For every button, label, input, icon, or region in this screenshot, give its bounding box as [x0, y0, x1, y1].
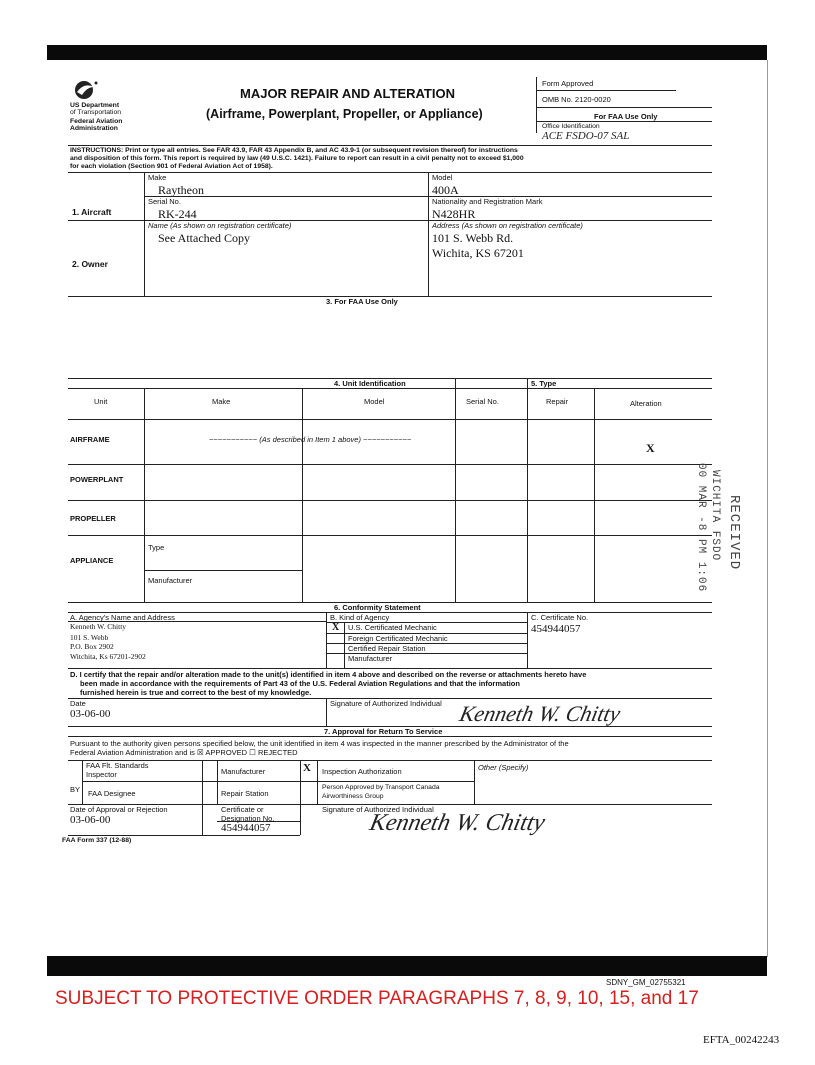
approval-cert-label: Certificate or Designation No.	[221, 805, 275, 823]
kind-foreign-mechanic: Foreign Certificated Mechanic	[348, 634, 448, 643]
approval-other: Other (Specify)	[478, 763, 529, 772]
approval-cert-number: 454944057	[221, 822, 271, 834]
kind-of-agency-label: B. Kind of Agency	[330, 613, 390, 622]
stamp-date: 00 MAR -8 PM 1:06	[695, 463, 707, 593]
col-alteration: Alteration	[630, 399, 662, 408]
agency-line-1: Kenneth W. Chitty	[70, 622, 127, 631]
conformity-signature-label: Signature of Authorized Individual	[330, 699, 442, 708]
owner-address-line1: 101 S. Webb Rd.	[432, 231, 514, 245]
nationality-label: Nationality and Registration Mark	[432, 197, 543, 206]
airframe-alteration-mark: X	[646, 441, 655, 455]
airframe-description: ~~~~~~~~~~~ (As described in Item 1 above) ~~~~~~~~~~~	[209, 435, 412, 444]
faa-form-337	[64, 77, 740, 877]
office-id-label: Office Identification	[542, 123, 600, 130]
make-label: Make	[148, 173, 167, 182]
approval-ia-mark: X	[303, 762, 311, 774]
appliance-type-label: Type	[148, 543, 165, 552]
registration-mark: N428HR	[432, 207, 476, 221]
efta-number: EFTA_00242243	[703, 1034, 780, 1046]
approval-signature-label: Signature of Authorized Individual	[322, 805, 434, 814]
kind-mechanic-mark: X	[332, 622, 340, 633]
form-subtitle: (Airframe, Powerplant, Propeller, or Appliance)	[206, 107, 483, 121]
form-number: FAA Form 337 (12-88)	[62, 837, 132, 844]
agency-line-2: 101 S. Webb	[70, 633, 109, 642]
col-unit: Unit	[94, 397, 108, 406]
approval-text-2: Federal Aviation Administration and is ☒ APPROVED ☐ REJECTED	[70, 748, 298, 757]
aircraft-model: 400A	[432, 183, 459, 197]
agency-line2: of Transportation	[70, 109, 122, 116]
col-model: Model	[364, 397, 385, 406]
kind-us-mechanic: U.S. Certificated Mechanic	[348, 623, 437, 632]
protective-order-notice: SUBJECT TO PROTECTIVE ORDER PARAGRAPHS 7, 8, 9, 10, 15, and 17	[55, 988, 699, 1009]
approval-section: 7. Approval for Return To Service	[324, 727, 443, 736]
agency-line3: Federal Aviation	[70, 118, 123, 125]
kind-repair-station: Certified Repair Station	[348, 644, 426, 653]
aircraft-make: Raytheon	[158, 183, 204, 197]
form-approved: Form Approved	[542, 79, 594, 88]
owner-address-line2: Wichita, KS 67201	[432, 246, 524, 260]
type-section: 5. Type	[531, 379, 557, 388]
row-appliance: APPLIANCE	[70, 556, 114, 565]
serial-label: Serial No.	[148, 197, 181, 206]
appliance-manufacturer-label: Manufacturer	[148, 576, 193, 585]
unit-id-section: 4. Unit Identification	[334, 379, 406, 388]
approval-canada: Person Approved by Transport Canada Airworthiness Group	[322, 784, 440, 800]
row-powerplant: POWERPLANT	[70, 475, 124, 484]
omb-number: OMB No. 2120-0020	[542, 95, 611, 104]
owner-name-label: Name (As shown on registration certificate)	[148, 221, 292, 230]
received-stamp: RECEIVED	[726, 495, 742, 571]
certification-statement-1: D. I certify that the repair and/or alteration made to the unit(s) identified in item 4 above and described on the reverse or attachments hereto have	[70, 670, 587, 679]
col-repair: Repair	[546, 397, 569, 406]
conformity-date-label: Date	[70, 699, 86, 708]
col-make: Make	[212, 397, 231, 406]
col-serial: Serial No.	[466, 397, 499, 406]
certification-statement-3: furnished herein is true and correct to the best of my knowledge.	[80, 688, 312, 697]
row-airframe: AIRFRAME	[70, 435, 110, 444]
approval-fsi: FAA Flt. Standards Inspector	[86, 761, 149, 779]
aircraft-serial: RK-244	[158, 207, 197, 221]
scan-bottom-border	[47, 956, 767, 976]
approval-designee: FAA Designee	[88, 789, 136, 798]
approval-inspection-authorization: Inspection Authorization	[322, 767, 402, 776]
agency-line-4: Witchita, Ks 67201-2902	[70, 652, 146, 661]
approval-manufacturer: Manufacturer	[221, 767, 266, 776]
approval-date-label: Date of Approval or Rejection	[70, 805, 168, 814]
fsdo-stamp: WICHITA FSDO	[709, 470, 721, 562]
aircraft-section: 1. Aircraft	[72, 207, 112, 217]
approval-date: 03-06-00	[70, 814, 111, 826]
model-label: Model	[432, 173, 453, 182]
instructions-line2: and disposition of this form. This report is required by law (49 U.S.C. 1421). Failure to report can result in a civil penalty not to exceed $1,000	[70, 155, 524, 162]
conformity-signature: Kenneth W. Chitty	[457, 701, 623, 726]
scan-top-border	[47, 45, 767, 61]
bates-number: SDNY_GM_02755321	[606, 978, 686, 987]
approval-by: BY	[70, 785, 81, 794]
faa-use-only-section: 3. For FAA Use Only	[326, 297, 398, 306]
agency-line-3: P.O. Box 2902	[70, 642, 114, 651]
instructions-line1: INSTRUCTIONS: Print or type all entries. See FAR 43.9, FAR 43 Appendix B, and AC 43.9-1 (or subsequent revision thereof) for instructions	[70, 147, 518, 154]
office-id-value: ACE FSDO-07 SAL	[542, 130, 630, 142]
agency-line1: US Department	[70, 102, 120, 109]
certification-statement-2: been made in accordance with the requirements of Part 43 of the U.S. Federal Aviation Regulations and that the information	[80, 679, 520, 688]
owner-section: 2. Owner	[72, 259, 108, 269]
form-title: MAJOR REPAIR AND ALTERATION	[240, 86, 455, 101]
certificate-number-label: C. Certificate No.	[531, 613, 589, 622]
certificate-number: 454944057	[531, 623, 581, 635]
approval-text-1: Pursuant to the authority given persons specified below, the unit identified in item 4 was inspected in the manner prescribed by the Administrator of the	[70, 739, 569, 748]
owner-address-label: Address (As shown on registration certificate)	[432, 221, 583, 230]
dot-logo-icon	[72, 79, 102, 101]
row-propeller: PROPELLER	[70, 514, 116, 523]
agency-name-label: A. Agency's Name and Address	[70, 613, 175, 622]
instructions-line3: for each violation (Section 901 of Federal Aviation Act of 1958).	[70, 163, 273, 170]
agency-line4: Administration	[70, 125, 118, 132]
faa-use-only: For FAA Use Only	[594, 112, 658, 121]
approval-signature: Kenneth W. Chitty	[367, 810, 548, 836]
kind-manufacturer: Manufacturer	[348, 654, 393, 663]
conformity-section: 6. Conformity Statement	[334, 603, 421, 612]
owner-name: See Attached Copy	[158, 231, 250, 245]
approval-repair-station: Repair Station	[221, 789, 269, 798]
conformity-date: 03-06-00	[70, 708, 111, 720]
